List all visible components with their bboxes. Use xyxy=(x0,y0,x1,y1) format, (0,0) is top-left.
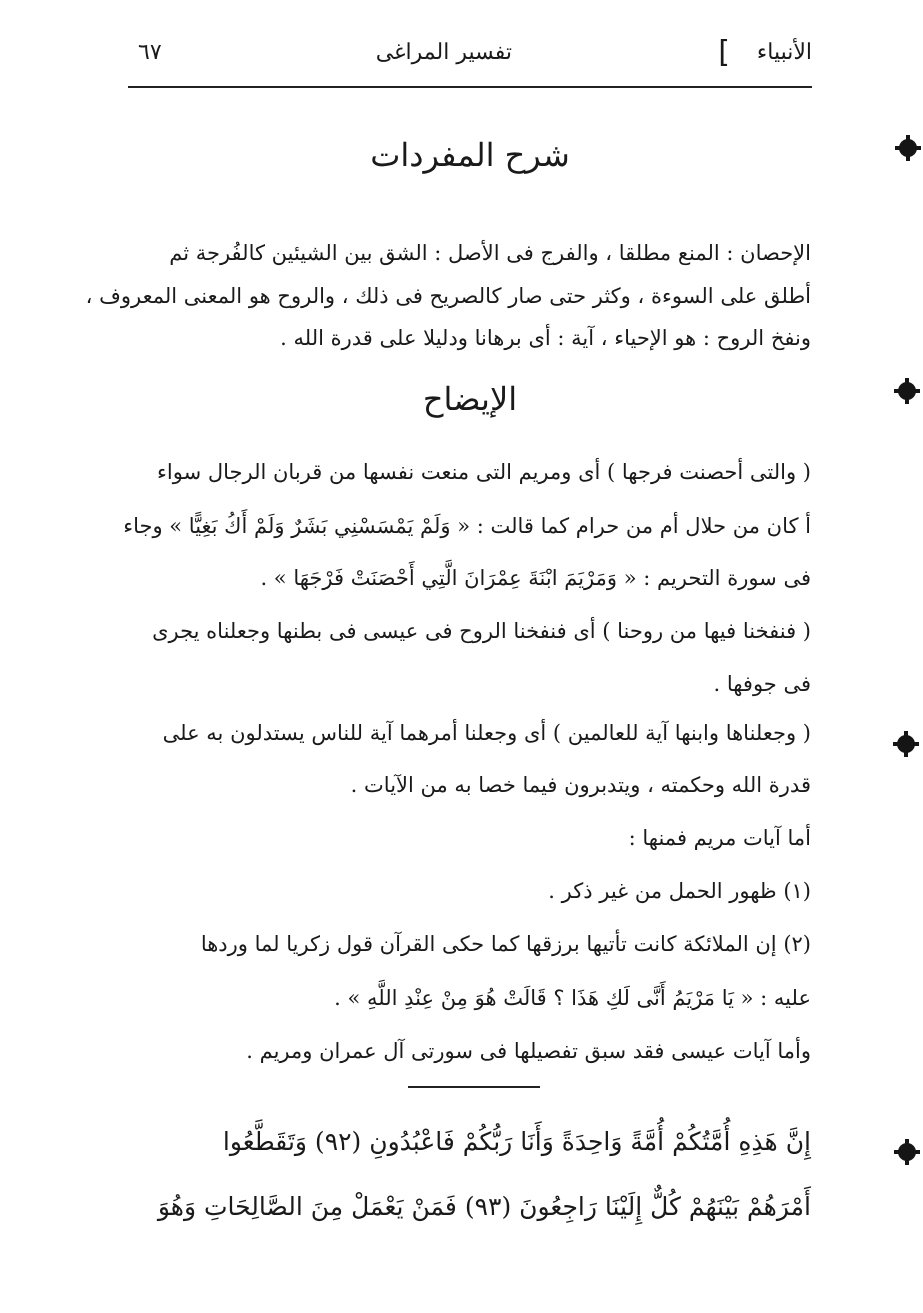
text-line: أ كان من حلال أم من حرام كما قالت : « وَلَمْ يَمْسَسْنِي بَشَرٌ وَلَمْ أَكُ بَغِيًّا » وجاء xyxy=(123,514,811,538)
text-line: ونفخ الروح : هو الإحياء ، آية : أى برهانا ودليلا على قدرة الله . xyxy=(280,326,811,350)
section-separator xyxy=(408,1086,540,1088)
vocabulary-heading: شرح المفردات xyxy=(370,136,570,174)
explanation-heading: الإيضاح xyxy=(422,380,518,418)
text-line: فى سورة التحريم : « وَمَرْيَمَ ابْنَةَ عِمْرَانَ الَّتِي أَحْصَنَتْ فَرْجَهَا » . xyxy=(260,566,811,590)
book-title: تفسير المراغى xyxy=(375,40,512,65)
text-line: أطلق على السوءة ، وكثر حتى صار كالصريح فى ذلك ، والروح هو المعنى المعروف ، xyxy=(85,284,811,308)
header-rule xyxy=(128,86,812,88)
quran-verse-line: أَمْرَهُمْ بَيْنَهُمْ كُلٌّ إِلَيْنَا رَاجِعُونَ (٩٣) فَمَنْ يَعْمَلْ مِنَ الصَّالِحَاتِ وَهُوَ xyxy=(157,1192,811,1221)
text-line: فى جوفها . xyxy=(713,672,811,696)
text-line: أما آيات مريم فمنها : xyxy=(628,826,811,850)
text-line: الإحصان : المنع مطلقا ، والفرج فى الأصل : الشق بين الشيئين كالفُرجة ثم xyxy=(169,241,811,265)
numbered-item: (٢) إن الملائكة كانت تأتيها برزقها كما حكى القرآن قول زكريا لما وردها xyxy=(200,932,811,956)
text-line: وأما آيات عيسى فقد سبق تفصيلها فى سورتى آل عمران ومريم . xyxy=(246,1039,811,1063)
header-bracket: ] xyxy=(718,35,730,70)
text-line: قدرة الله وحكمته ، ويتدبرون فيما خصا به من الآيات . xyxy=(350,773,811,797)
text-line: ( فنفخنا فيها من روحنا ) أى فنفخنا الروح فى عيسى فى بطنها وجعلناه يجرى xyxy=(152,619,811,643)
quran-verse-line: إِنَّ هَذِهِ أُمَّتُكُمْ أُمَّةً وَاحِدَةً وَأَنَا رَبُّكُمْ فَاعْبُدُونِ (٩٢) وَتَقَطَّعُوا xyxy=(222,1127,811,1156)
page-number: ٦٧ xyxy=(138,40,162,65)
running-header xyxy=(128,36,812,82)
text-line: عليه : « يَا مَرْيَمُ أَنَّى لَكِ هَذَا ؟ قَالَتْ هُوَ مِنْ عِنْدِ اللَّهِ » . xyxy=(334,986,811,1010)
surah-name: الأنبياء xyxy=(756,40,812,65)
text-line: ( والتى أحصنت فرجها ) أى ومريم التى منعت نفسها من قربان الرجال سواء xyxy=(157,460,811,484)
numbered-item: (١) ظهور الحمل من غير ذكر . xyxy=(548,879,811,903)
text-line: ( وجعلناها وابنها آية للعالمين ) أى وجعلنا أمرهما آية للناس يستدلون به على xyxy=(162,721,811,745)
